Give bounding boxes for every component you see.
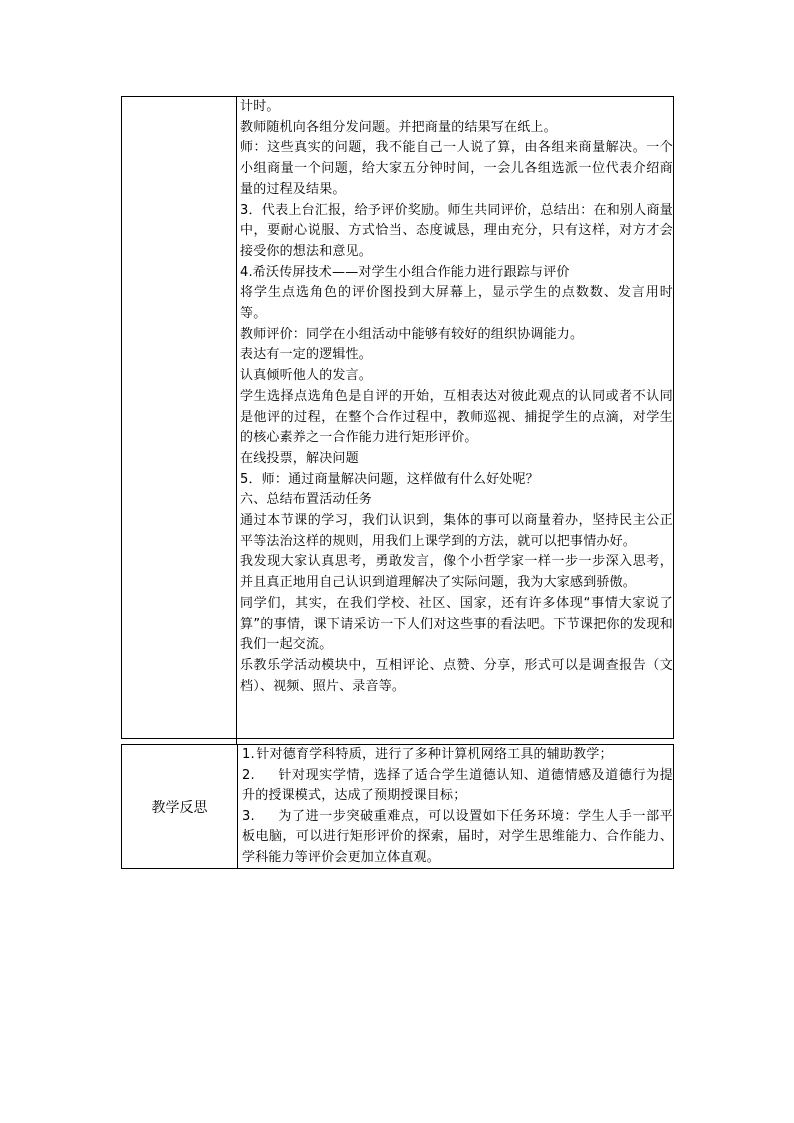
paragraph: 乐教乐学活动模块中，互相评论、点赞、分享，形式可以是调查报告（文档）、视频、照片、录音等。 — [240, 657, 673, 694]
paragraph: 六、总结布置活动任务 — [240, 492, 373, 508]
reflection-label: 教学反思 — [151, 799, 208, 816]
reflection-item — [242, 745, 673, 766]
reflection-content-cell — [238, 745, 674, 869]
item-text: 针对德育学科特质，进行了多种计算机网络工具的辅助教学； — [256, 747, 613, 762]
paragraph: 教师评价：同学在小组活动中能够有较好的组织协调能力。 — [240, 326, 584, 342]
item-text: 为了进一步突破重难点，可以设置如下任务环境：学生人手一部平板电脑，可以进行矩形评价的探索，届时，对学生思维能力、合作能力、学科能力等评价会更加立体直观。 — [242, 808, 673, 865]
paragraph: 师：这些真实的问题，我不能自己一人说了算，由各组来商量解决。一个小组商量一个问题，给大家五分钟时间，一会儿各组选派一位代表介绍商量的过程及结果。 — [240, 140, 673, 197]
paragraph: 学生选择点选角色是自评的开始，互相表达对彼此观点的认同或者不认同是他评的过程，在整个合作过程中，教师巡视、捕捉学生的点滴，对学生的核心素养之一合作能力进行矩形评价。 — [240, 388, 673, 446]
lesson-plan-table — [121, 96, 674, 739]
process-content-cell — [122, 97, 674, 739]
paragraph: 通过本节课的学习，我们认识到，集体的事可以商量着办，坚持民主公正平等法治这样的规则，用我们上课学到的方法，就可以把事情办好。 — [240, 513, 673, 549]
column-divider — [236, 96, 237, 745]
paragraph: 我发现大家认真思考，勇敢发言，像个小哲学家一样一步一步深入思考，并且真正地用自己认识到道理解决了实际问题，我为大家感到骄傲。 — [240, 554, 673, 591]
paragraph: 认真倾听他人的发言。 — [240, 368, 373, 384]
paragraph: 3．代表上台汇报，给予评价奖励。师生共同评价，总结出：在和别人商量中，要耐心说服、方式恰当、态度诚恳，理由充分，只有这样，对方才会接受你的想法和意见。 — [240, 202, 673, 259]
item-number: 3. — [242, 808, 255, 824]
process-content — [240, 97, 673, 697]
paragraph: 同学们，其实，在我们学校、社区、国家，还有许多体现“事情大家说了算”的事情，课下请采访一下人们对这些事的看法吧。下节课把你的发现和我们一起交流。 — [240, 595, 673, 653]
paragraph: 教师随机向各组分发问题。并把商量的结果写在纸上。 — [240, 119, 557, 135]
item-text: 针对现实学情，选择了适合学生道德认知、道德情感及道德行为提升的授课模式，达成了预期授课目标； — [242, 767, 673, 803]
paragraph: 将学生点选角色的评价图投到大屏幕上，显示学生的点数数、发言用时等。 — [240, 285, 673, 322]
paragraph: 计时。 — [240, 99, 280, 114]
reflection-item — [242, 766, 673, 807]
paragraph: 4.希沃传屏技术——对学生小组合作能力进行跟踪与评价 — [240, 264, 570, 280]
item-number: 2. — [242, 767, 255, 783]
table-row — [122, 745, 674, 869]
paragraph: 表达有一定的逻辑性。 — [240, 347, 373, 363]
reflection-table — [121, 744, 674, 869]
table-row — [122, 97, 674, 739]
item-number: 1. — [242, 747, 255, 762]
reflection-item — [242, 807, 673, 869]
reflection-label-cell — [122, 745, 238, 869]
paragraph: 在线投票，解决问题 — [240, 450, 359, 466]
paragraph: 5．师：通过商量解决问题，这样做有什么好处呢？ — [240, 471, 539, 487]
